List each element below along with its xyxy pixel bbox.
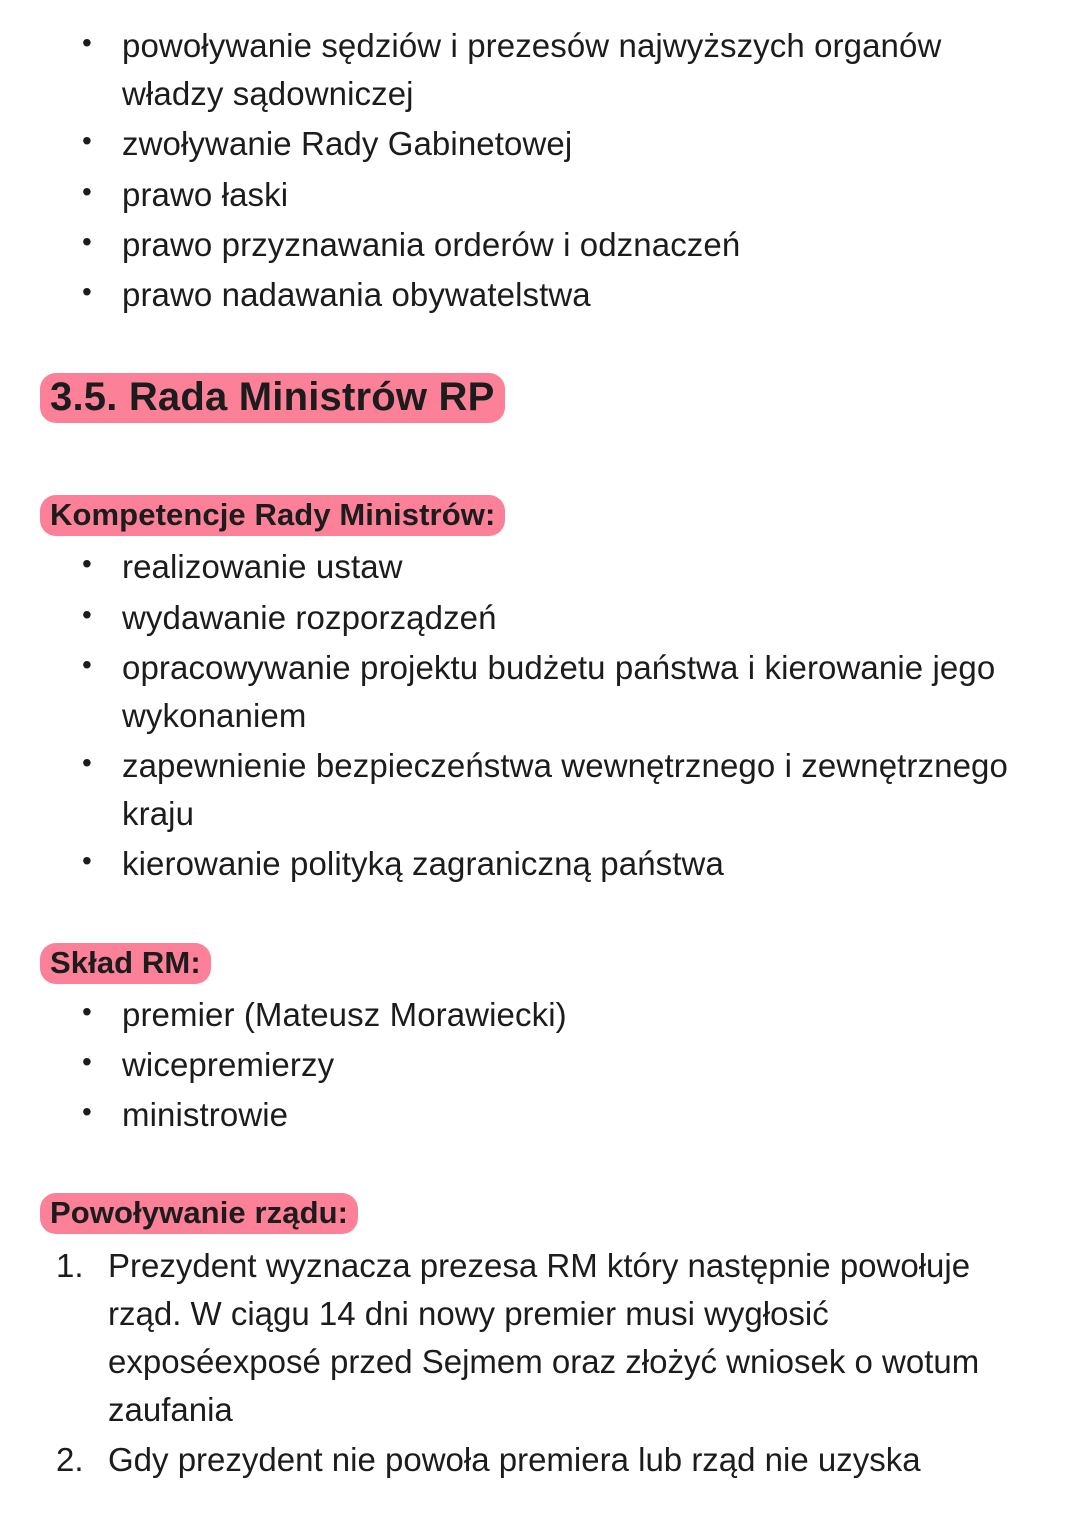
section-heading — [40, 371, 1024, 423]
list-item: • ministrowie — [40, 1091, 1024, 1139]
list-item: • prawo łaski — [40, 171, 1024, 219]
list-item: • zapewnienie bezpieczeństwa wewnętrznego i zewnętrznego kraju — [40, 742, 1024, 838]
powolywanie-rzadu-list — [40, 1242, 1024, 1485]
list-item: • opracowywanie projektu budżetu państwa i kierowanie jego wykonaniem — [40, 644, 1024, 740]
list-item: • prawo nadawania obywatelstwa — [40, 271, 1024, 319]
spacer — [40, 423, 1024, 495]
subsection-heading-powolywanie-rzadu — [40, 1193, 1024, 1233]
list-item: • kierowanie polityką zagraniczną państwa — [40, 840, 1024, 888]
list-item: Prezydent wyznacza prezesa RM który następnie powołuje rząd. W ciągu 14 dni nowy premier musi wygłosić exposéexposé przed Sejmem oraz złożyć wniosek o wotum zaufania — [108, 1246, 980, 1429]
sklad-rm-list — [40, 991, 1024, 1140]
list-item: • zwoływanie Rady Gabinetowej — [40, 120, 1024, 168]
section-heading-text: 3.5. Rada Ministrów RP — [40, 373, 505, 423]
presidential-powers-list — [40, 22, 1024, 319]
subsection-heading-sklad-rm — [40, 943, 1024, 983]
subsection-heading-text: Kompetencje Rady Ministrów: — [40, 495, 505, 536]
spacer — [40, 891, 1024, 943]
subsection-heading-text: Powoływanie rządu: — [40, 1193, 358, 1234]
list-item: • wydawanie rozporządzeń — [40, 594, 1024, 642]
spacer — [40, 1141, 1024, 1193]
kompetencje-list — [40, 543, 1024, 888]
subsection-heading-kompetencje — [40, 495, 1024, 535]
list-item: Gdy prezydent nie powoła premiera lub rząd nie uzyska — [108, 1441, 921, 1479]
list-item: • wicepremierzy — [40, 1041, 1024, 1089]
list-item: • prawo przyznawania orderów i odznaczeń — [40, 221, 1024, 269]
list-item: • powoływanie sędziów i prezesów najwyższych organów władzy sądowniczej — [40, 22, 1024, 118]
list-item: • realizowanie ustaw — [40, 543, 1024, 591]
subsection-heading-text: Skład RM: — [40, 943, 211, 984]
list-item: • premier (Mateusz Morawiecki) — [40, 991, 1024, 1039]
